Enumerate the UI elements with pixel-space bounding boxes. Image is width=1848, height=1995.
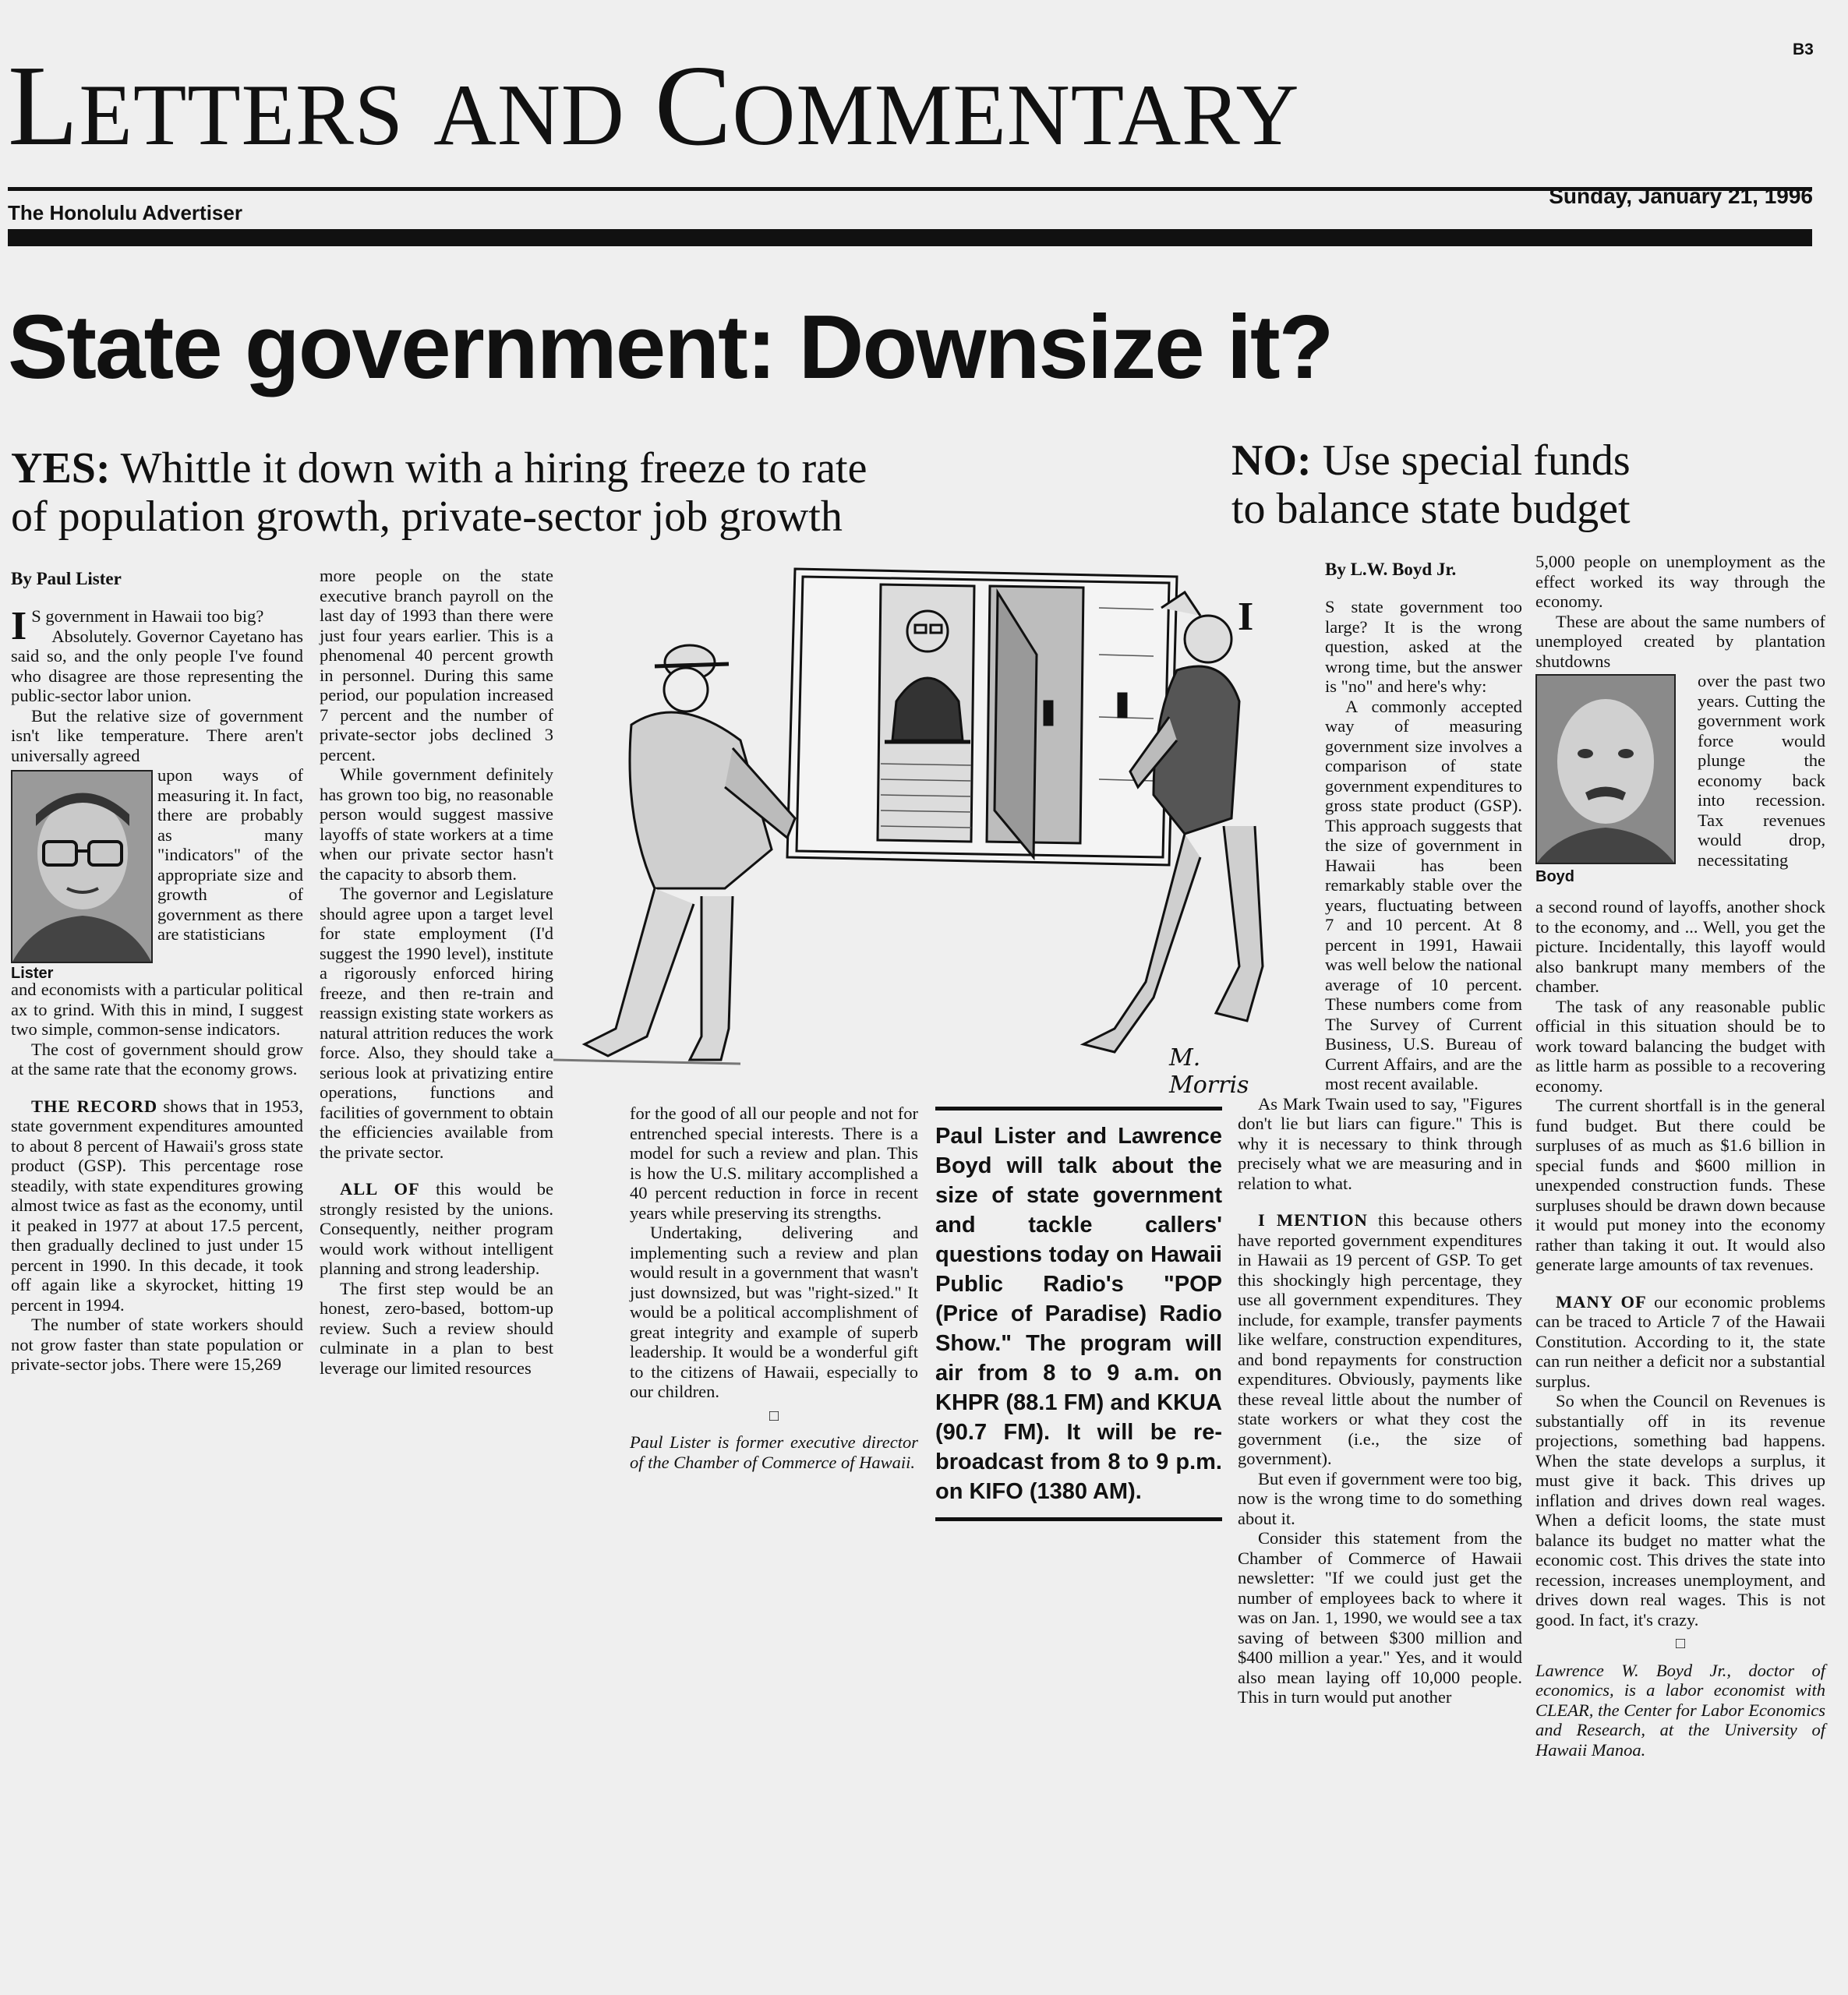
yes-column-3: for the good of all our people and not for entrenched special interests. There is a model for such a review and plan. This is how the U.S. military accomplished a 40 percent reduction in force in recent years while preserving its strengths. Undertaking, delivering and implementing such a review and plan would result in a government that wasn't just downsized, but was "right-sized." It would be a political accomplishment of great integrity and example of superb leadership. It would be a wonderful gift to the citizens of Hawaii, especially to our children. □ Paul Lister is former executive director of the Chamber of Commerce of Hawaii. [630, 1103, 918, 1472]
no-end-mark: □ [1675, 1635, 1686, 1652]
no-column-1: I S state government too large? It is the wrong question, asked at the wrong time, but the answer is "no" and here's why: A commonly accepted way of measuring government size involves a comparison of state government expenditures to gross state product (GSP). This approach suggests that the size of government in Hawaii has been remarkably stable over the years, fluctuating between 7 and 10 percent. At 8 percent in 1991, Hawaii was well below the national average of 10 percent. These numbers come from The Survey of Current Business, U.S. Bureau of Current Affairs, and are the most recent available. As Mark Twain used to say, "Figures don't lie but liars can figure." This is why it is necessary to think through precisely what we are measuring and in relation to what. I MENTION this because others have reported government expenditures in Hawaii as 19 percent of GSP. To get this shockingly high percentage, they use all government expenditures. They include, for example, transfer payments like welfare, construction expenditures, and bond repayments for construction expenditures. Obviously, payments like these reveal little about the number of state workers or what they cost the government (i.e., the size of government). But even if government were too big, now is the wrong time to do something about it. Consider this statement from the Chamber of Commerce of Hawaii newsletter: "If we could just get the number of employees back to where it was on Jan. 1, 1990, we would see a tax saving of between $300 million and $400 million a year." Yes, and it would also mean laying off 10,000 people. This in turn would put another [1238, 595, 1523, 1707]
yes-byline: By Paul Lister [11, 569, 122, 588]
no-wrap-text: over the past two years. Cutting the government work force would plunge the economy back into recession. Tax revenues would drop, necessitating [1698, 671, 1825, 870]
no-label: NO: [1231, 436, 1312, 485]
lister-photo-caption: Lister [11, 965, 54, 982]
masthead-thick-rule [8, 229, 1812, 246]
yes-end-mark: □ [769, 1407, 779, 1425]
no-byline: By L.W. Boyd Jr. [1325, 560, 1457, 579]
illustration-signature: M. Morris [1169, 1044, 1249, 1099]
yes-label: YES: [11, 444, 111, 493]
section-title: LETTERS AND COMMENTARY [8, 42, 1300, 170]
no-column-2: 5,000 people on unemployment as the effect worked its way through the economy. These are about the same numbers of unemployed created by plantation shutdowns Boyd over the past two years. Cutting the government work force would plunge the economy back into recession. Tax revenues would drop, necessitating a second round of layoffs, another shock to the economy, and ... Well, you get the picture. Incidentally, this layoff would also bankrupt many members of the chamber. The task of any reasonable public official in this situation should be to work toward balancing the budget with as little harm as possible to a recovering economy. The current shortfall is in the general fund budget. But there could be surpluses of as much as $1.6 billion in special funds and $600 million in unexpended construction funds. These surpluses should be drawn down because it would put money into the economy rather than taking it out. It would also generate large amounts of tax revenues. MANY OF our economic problems can be traced to Article 7 of the Hawaii Constitution. According to it, the state can run neither a deficit nor a substantial surplus. So when the Council on Revenues is substantially off in its revenue projections, something bad happens. When the state develops a surplus, it must give it back. This drives up inflation and drives down real wages. When a deficit looms, the state must balance its budget no matter what the economic cost. This drives the state into recession, increases unemployment, and drives down real wages. This is not good. In fact, it's crazy. □ Lawrence W. Boyd Jr., doctor of economics, is a labor economist with CLEAR, the Center for Labor Economics and Research, at the University of Hawaii Manoa. [1535, 552, 1825, 1760]
headline: State government: Downsize it? [8, 296, 1333, 397]
newspaper-name: The Honolulu Advertiser [8, 201, 242, 224]
boyd-author-note: Lawrence W. Boyd Jr., doctor of economics, is a labor economist with CLEAR, the Center for Labor Economics and Research, at the University of Hawaii Manoa. [1535, 1660, 1825, 1760]
boyd-photo [1535, 674, 1676, 864]
boyd-photo-caption: Boyd [1535, 868, 1574, 885]
publication-date: Sunday, January 21, 1996 [1549, 184, 1813, 208]
yes-column-2: more people on the state executive branch payroll on the last day of 1993 than there were just four years earlier. This is a phenomenal 40 percent growth in personnel. During this same period, our population increased 7 percent and the number of private-sector jobs declined 3 percent. While government definitely has grown too big, no reasonable person would suggest massive layoffs of state workers at a time when our private sector hasn't the capacity to absorb them. The governor and Legislature should agree upon a target level for state employment (I'd suggest the 1990 level), institute a rigorously enforced hiring freeze, and then re-train and reassign existing state workers as natural attrition reduces the work force. Also, they should take a serious look at privatizing entire operations, functions and facilities of government to obtain the efficiencies available from the private sector. ALL OF this would be strongly resisted by the unions. Consequently, neither program would work without intelligent planning and strong leadership. The first step would be an honest, zero-based, bottom-up review. Such a review should culminate in a plan to best leverage our limited resources [320, 566, 553, 1378]
lister-portrait-icon [12, 772, 151, 962]
movers-illustration [538, 561, 1286, 1099]
no-deck: NO: Use special funds to balance state budget [1231, 436, 1631, 533]
boyd-portrait-icon [1537, 676, 1674, 863]
yes-deck: YES: Whittle it down with a hiring freeze to rate of population growth, private-sector job growth [11, 444, 867, 541]
lister-author-note: Paul Lister is former executive director of the Chamber of Commerce of Hawaii. [630, 1432, 918, 1472]
page-number: B3 [1793, 41, 1814, 58]
yes-wrap-text: upon ways of measuring it. In fact, there are probably as many "indicators" of the appropriate size and growth of government as there are statisticians [157, 765, 303, 944]
lister-photo [11, 770, 153, 963]
masthead-rule [8, 187, 1812, 191]
movers-carrying-office-icon [538, 561, 1286, 1091]
radio-show-promo: Paul Lister and Lawrence Boyd will talk about the size of state government and tackle callers' questions today on Hawaii Public Radio's "POP (Price of Paradise) Radio Show." The program will air from 8 to 9 a.m. on KHPR (88.1 FM) and KKUA (90.7 FM). It will be re-broadcast from 8 to 9 p.m. on KIFO (1380 AM). [935, 1107, 1222, 1521]
yes-column-1: I S government in Hawaii too big? Absolutely. Governor Cayetano has said so, and the only people I've found who disagree are those representing the public-sector labor union. But the relative size of government isn't like temperature. There aren't universally agreed Lister upon ways of measuring it. In fact, there are probably as many "indicators" of the appropriate size and growth of government as there are statisticians and economists with a particular political ax to grind. With this in mind, I suggest two simple, common-sense indicators. The cost of government should grow at the same rate that the economy grows. THE RECORD shows that in 1953, state government expenditures amounted to about 8 percent of Hawaii's gross state product (GSP). This percentage rose steadily, with state expenditures growing almost twice as fast as the economy, until it peaked in 1977 at about 17.5 percent, then gradually declined to just under 15 percent in 1990. In this decade, it took off again like a skyrocket, hitting 19 percent in 1994. The number of state workers should not grow faster than state population or private-sector jobs. There were 15,269 [11, 604, 303, 1374]
